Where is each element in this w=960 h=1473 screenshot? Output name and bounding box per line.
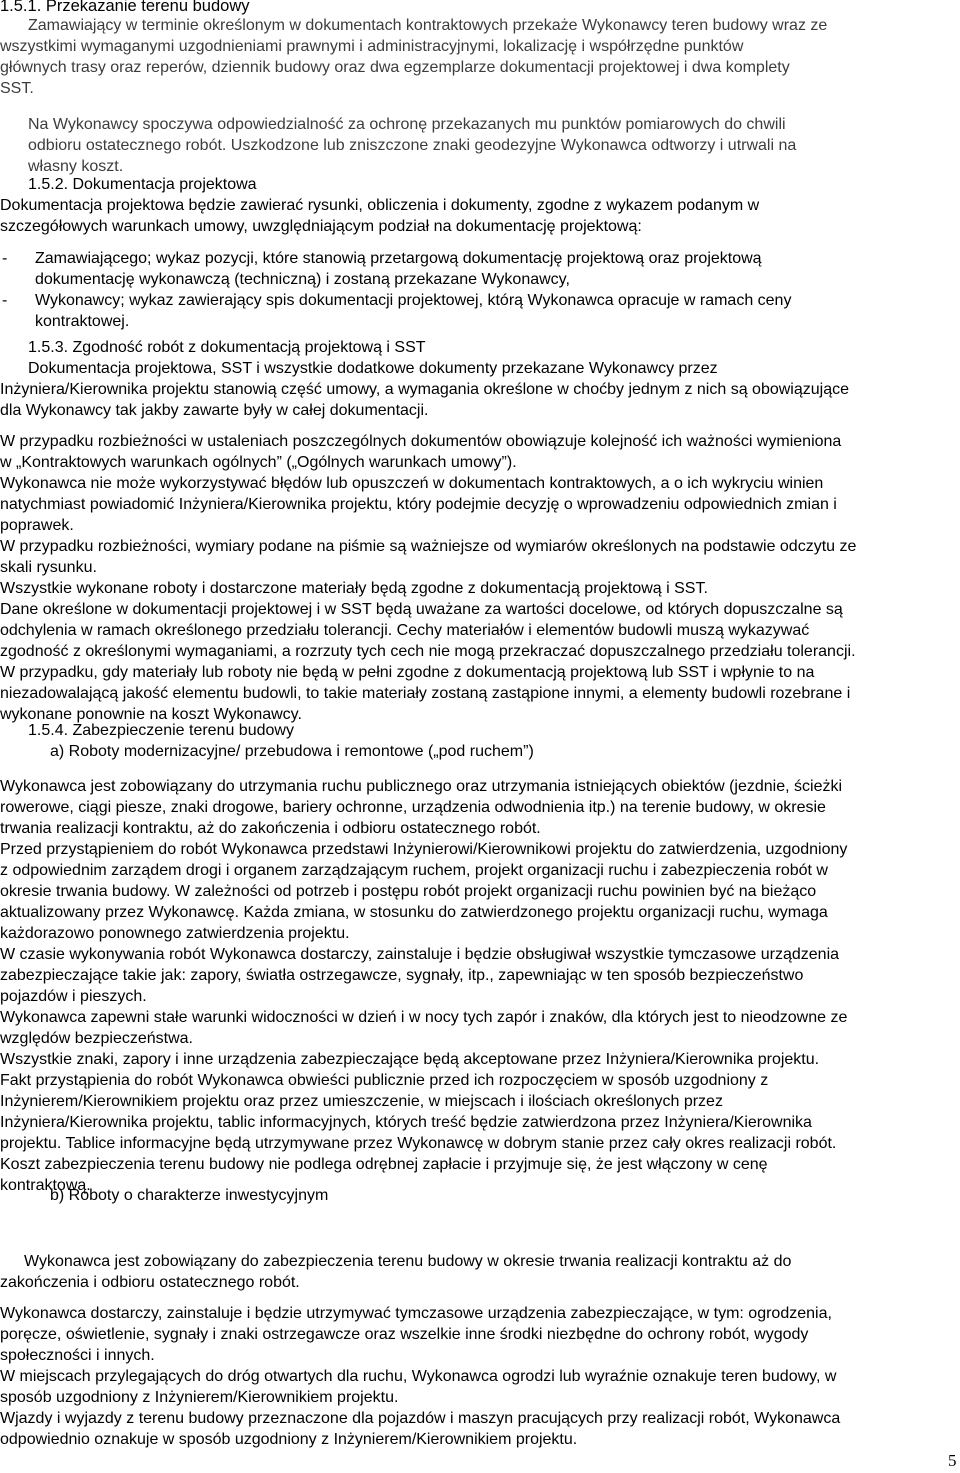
paragraph-line: wszystkimi wymaganymi uzgodnieniami prawnymi i administracyjnymi, lokalizację i współrzędne punktów bbox=[0, 38, 744, 55]
paragraph-line: Fakt przystąpienia do robót Wykonawca obwieści publicznie przed ich rozpoczęciem w sposób uzgodniony z bbox=[0, 1072, 769, 1089]
list-item-line: Wykonawcy; wykaz zawierający spis dokumentacji projektowej, którą Wykonawca opracuje w ramach ceny bbox=[35, 292, 792, 309]
paragraph-line: Dokumentacja projektowa, SST i wszystkie dodatkowe dokumenty przekazane Wykonawcy przez bbox=[28, 360, 718, 377]
paragraph-line: z odpowiednim zarządem drogi i organem zarządzającym ruchem, projekt organizacji ruchu i zabezpieczenia robót w bbox=[0, 862, 828, 879]
paragraph-line: okresie trwania budowy. W zależności od potrzeb i postępu robót projekt organizacji ruchu powinien być na bieżąco bbox=[0, 883, 817, 900]
paragraph-line: w „Kontraktowych warunkach ogólnych” („Ogólnych warunkach umowy”). bbox=[0, 454, 517, 471]
section-heading-1-5-4: 1.5.4. Zabezpieczenie terenu budowy bbox=[28, 722, 294, 739]
paragraph-line: względów bezpieczeństwa. bbox=[0, 1030, 193, 1047]
paragraph-line: Wszystkie wykonane roboty i dostarczone materiały będą zgodne z dokumentacją projektową i SST. bbox=[0, 580, 708, 597]
subsection-heading-a: a) Roboty modernizacyjne/ przebudowa i remontowe („pod ruchem”) bbox=[50, 743, 534, 760]
section-heading-1-5-2: 1.5.2. Dokumentacja projektowa bbox=[28, 176, 257, 193]
section-heading-1-5-1: 1.5.1. Przekazanie terenu budowy bbox=[0, 0, 250, 15]
paragraph-line: W przypadku rozbieżności w ustaleniach poszczególnych dokumentów obowiązuje kolejność ich ważności wymieniona bbox=[0, 433, 842, 450]
list-dash: - bbox=[2, 250, 8, 267]
paragraph-line: każdorazowo ponownego zatwierdzenia projektu. bbox=[0, 925, 350, 942]
paragraph-line: Dane określone w dokumentacji projektowej i w SST będą uważane za wartości docelowe, od których dopuszczalne są bbox=[0, 601, 843, 618]
paragraph-line: Inżyniera/Kierownika projektu stanowią część umowy, a wymagania określone w choćby jednym z nich są obowiązujące bbox=[0, 381, 849, 398]
section-heading-1-5-3: 1.5.3. Zgodność robót z dokumentacją projektową i SST bbox=[28, 339, 426, 356]
paragraph-line: Koszt zabezpieczenia terenu budowy nie podlega odrębnej zapłacie i przyjmuje się, że jest włączony w cenę bbox=[0, 1156, 768, 1173]
paragraph-line: własny koszt. bbox=[28, 158, 124, 175]
list-item-line: Zamawiającego; wykaz pozycji, które stanowią przetargową dokumentację projektową oraz projektową bbox=[35, 250, 762, 267]
paragraph-line: dla Wykonawcy tak jakby zawarte były w całej dokumentacji. bbox=[0, 402, 429, 419]
paragraph-line: poręcze, oświetlenie, sygnały i znaki ostrzegawcze oraz wszelkie inne środki niezbędne do ochrony robót, wygody bbox=[0, 1326, 809, 1343]
paragraph-line: rowerowe, ciągi piesze, znaki drogowe, bariery ochronne, urządzenia odwodnienia itp.) na terenie budowy, w okresie bbox=[0, 799, 826, 816]
paragraph-line: skali rysunku. bbox=[0, 559, 97, 576]
paragraph-line: Inżyniera/Kierownika projektu, tablic informacyjnych, których treść będzie zatwierdzona przez Inżyniera/Kierownika bbox=[0, 1114, 812, 1131]
paragraph-line: W przypadku rozbieżności, wymiary podane na piśmie są ważniejsze od wymiarów określonych na podstawie odczytu ze bbox=[0, 538, 857, 555]
paragraph-line: trwania realizacji kontraktu, aż do zakończenia i odbioru ostatecznego robót. bbox=[0, 820, 541, 837]
paragraph-line: niezadowalającą jakość elementu budowli, to takie materiały zostaną zastąpione innymi, a elementy budowli rozebrane i bbox=[0, 685, 851, 702]
paragraph-line: wykonane ponownie na koszt Wykonawcy. bbox=[0, 706, 302, 723]
paragraph-line: Wjazdy i wyjazdy z terenu budowy przeznaczone dla pojazdów i maszyn pracujących przy realizacji robót, Wykonawca bbox=[0, 1410, 841, 1427]
list-item-line: dokumentację wykonawczą (techniczną) i zostaną przekazane Wykonawcy, bbox=[35, 271, 570, 288]
page-number: 5 bbox=[948, 1451, 957, 1470]
paragraph-line: Inżynierem/Kierownikiem projektu oraz przez umieszczenie, w miejscach i ilościach określonych przez bbox=[0, 1093, 723, 1110]
paragraph-line: Wszystkie znaki, zapory i inne urządzenia zabezpieczające będą akceptowane przez Inżyniera/Kierownika projektu. bbox=[0, 1051, 820, 1068]
paragraph-line: natychmiast powiadomić Inżyniera/Kierownika projektu, który podejmie decyzję o wprowadzeniu odpowiednich zmian i bbox=[0, 496, 837, 513]
subsection-heading-b: b) Roboty o charakterze inwestycyjnym bbox=[50, 1187, 329, 1204]
paragraph-line: Wykonawca zapewni stałe warunki widoczności w dzień i w nocy tych zapór i znaków, dla których jest to nieodzowne ze bbox=[0, 1009, 848, 1026]
paragraph-line: głównych trasy oraz reperów, dziennik budowy oraz dwa egzemplarze dokumentacji projektowej i dwa komplety bbox=[0, 59, 790, 76]
paragraph-line: W miejscach przylegających do dróg otwartych dla ruchu, Wykonawca ogrodzi lub wyraźnie oznakuje teren budowy, w bbox=[0, 1368, 837, 1385]
paragraph-line: Wykonawca nie może wykorzystywać błędów lub opuszczeń w dokumentach kontraktowych, a o ich wykryciu winien bbox=[0, 475, 824, 492]
list-item-line: kontraktowej. bbox=[35, 313, 130, 330]
paragraph-line: zakończenia i odbioru ostatecznego robót. bbox=[0, 1274, 300, 1291]
paragraph-line: szczegółowych warunkach umowy, uwzględniającym podział na dokumentację projektową: bbox=[0, 218, 642, 235]
paragraph-line: aktualizowany przez Wykonawcę. Każda zmiana, w stosunku do zatwierdzonego projektu organizacji ruchu, wymaga bbox=[0, 904, 828, 921]
paragraph-line: sposób uzgodniony z Inżynierem/Kierownikiem projektu. bbox=[0, 1389, 399, 1406]
paragraph-line: zabezpieczające takie jak: zapory, światła ostrzegawcze, sygnały, itp., zapewniając w ten sposób bezpieczeństwo bbox=[0, 967, 804, 984]
paragraph-line: Dokumentacja projektowa będzie zawierać rysunki, obliczenia i dokumenty, zgodne z wykazem podanym w bbox=[0, 197, 760, 214]
paragraph-line: kontraktową. bbox=[0, 1177, 91, 1194]
paragraph-line: Przed przystąpieniem do robót Wykonawca przedstawi Inżynierowi/Kierownikowi projektu do zatwierdzenia, uzgodniony bbox=[0, 841, 848, 858]
paragraph-line: odpowiednio oznakuje w sposób uzgodniony z Inżynierem/Kierownikiem projektu. bbox=[0, 1431, 578, 1448]
paragraph-line: pojazdów i pieszych. bbox=[0, 988, 147, 1005]
paragraph-line: społeczności i innych. bbox=[0, 1347, 155, 1364]
paragraph-line: zgodność z określonymi wymaganiami, a rozrzuty tych cech nie mogą przekraczać dopuszczalnego przedziału tolerancji. bbox=[0, 643, 856, 660]
paragraph-line: odchylenia w ramach określonego przedziału tolerancji. Cechy materiałów i elementów budowli muszą wykazywać bbox=[0, 622, 810, 639]
paragraph-line: projektu. Tablice informacyjne będą utrzymywane przez Wykonawcę w dobrym stanie przez cały okres realizacji robót. bbox=[0, 1135, 837, 1152]
paragraph-line: W przypadku, gdy materiały lub roboty nie będą w pełni zgodne z dokumentacją projektową lub SST i wpłynie to na bbox=[0, 664, 815, 681]
paragraph-line: SST. bbox=[0, 80, 34, 97]
paragraph-line: Wykonawca jest zobowiązany do zabezpieczenia terenu budowy w okresie trwania realizacji kontraktu aż do bbox=[24, 1253, 792, 1270]
paragraph-line: W czasie wykonywania robót Wykonawca dostarczy, zainstaluje i będzie obsługiwał wszystkie tymczasowe urządzenia bbox=[0, 946, 840, 963]
paragraph-line: Na Wykonawcy spoczywa odpowiedzialność za ochronę przekazanych mu punktów pomiarowych do chwili bbox=[28, 116, 786, 133]
paragraph-line: Wykonawca dostarczy, zainstaluje i będzie utrzymywać tymczasowe urządzenia zabezpieczające, w tym: ogrodzenia, bbox=[0, 1305, 832, 1322]
list-dash: - bbox=[2, 292, 8, 309]
paragraph-line: Zamawiający w terminie określonym w dokumentach kontraktowych przekaże Wykonawcy teren budowy wraz ze bbox=[28, 17, 828, 34]
paragraph-line: Wykonawca jest zobowiązany do utrzymania ruchu publicznego oraz utrzymania istniejących obiektów (jezdnie, ścieżki bbox=[0, 778, 843, 795]
paragraph-line: odbioru ostatecznego robót. Uszkodzone lub zniszczone znaki geodezyjne Wykonawca odtworzy i utrwali na bbox=[28, 137, 797, 154]
paragraph-line: poprawek. bbox=[0, 517, 74, 534]
